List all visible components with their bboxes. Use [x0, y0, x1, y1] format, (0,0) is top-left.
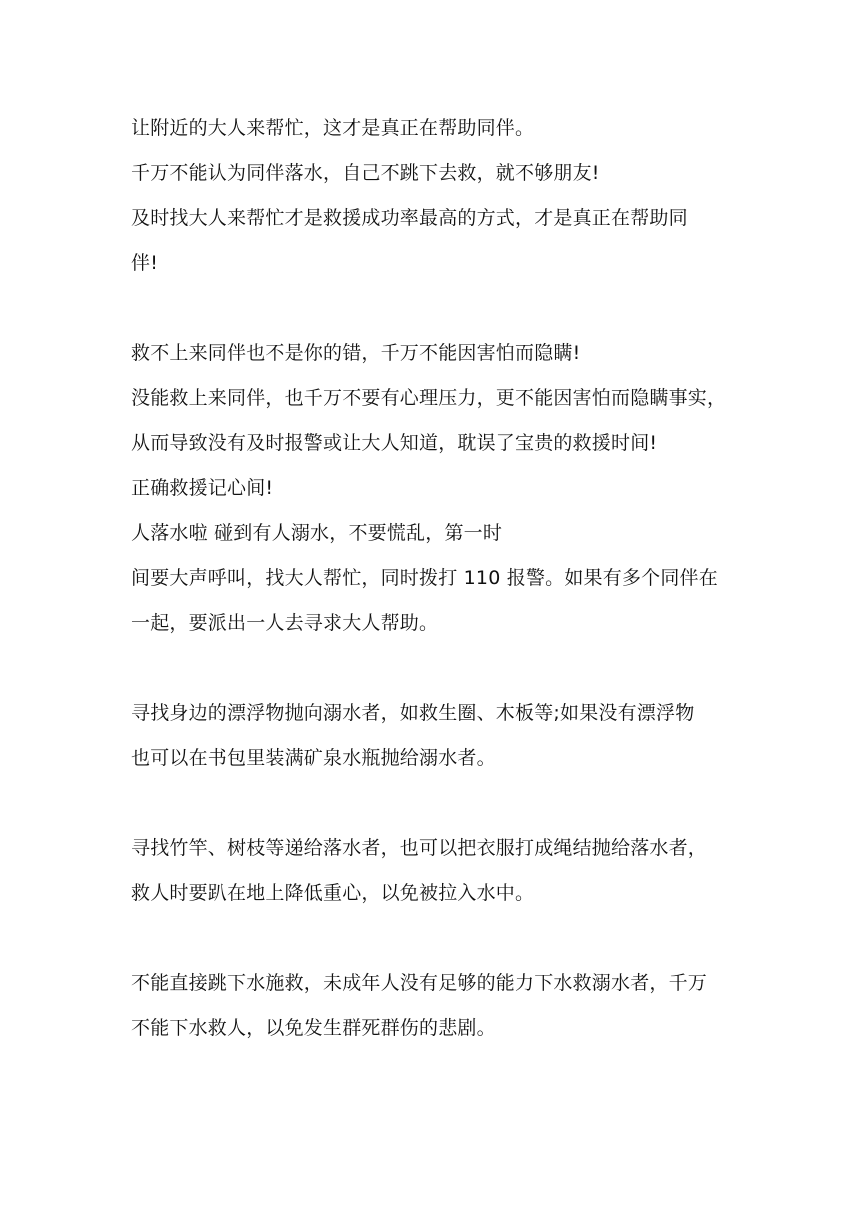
text-line: 也可以在书包里装满矿泉水瓶抛给溺水者。 — [131, 747, 496, 769]
text-line: 伴! — [131, 252, 159, 274]
text-line: 寻找身边的漂浮物抛向溺水者，如救生圈、木板等;如果没有漂浮物 — [131, 702, 695, 724]
text-line: 不能直接跳下水施救，未成年人没有足够的能力下水救溺水者，千万 — [131, 972, 708, 994]
text-line: 千万不能认为同伴落水，自己不跳下去救，就不够朋友! — [131, 162, 600, 184]
text-line: 间要大声呼叫，找大人帮忙，同时拨打 110 报警。如果有多个同伴在 — [131, 567, 718, 589]
text-line: 一起，要派出一人去寻求大人帮助。 — [131, 612, 439, 634]
text-line: 不能下水救人，以免发生群死群伤的悲剧。 — [131, 1017, 496, 1039]
text-line: 及时找大人来帮忙才是救援成功率最高的方式，才是真正在帮助同 — [131, 207, 688, 229]
text-line: 让附近的大人来帮忙，这才是真正在帮助同伴。 — [131, 117, 535, 139]
text-line: 没能救上来同伴，也千万不要有心理压力，更不能因害怕而隐瞒事实， — [131, 387, 727, 409]
text-line: 从而导致没有及时报警或让大人知道，耽误了宝贵的救援时间! — [131, 432, 658, 454]
section-heading: 正确救援记心间! — [131, 477, 274, 499]
text-line: 救不上来同伴也不是你的错，千万不能因害怕而隐瞒! — [131, 342, 581, 364]
text-line: 人落水啦 碰到有人溺水，不要慌乱，第一时 — [131, 522, 503, 544]
text-line: 寻找竹竿、树枝等递给落水者，也可以把衣服打成绳结抛给落水者， — [131, 837, 708, 859]
text-line: 救人时要趴在地上降低重心，以免被拉入水中。 — [131, 882, 535, 904]
